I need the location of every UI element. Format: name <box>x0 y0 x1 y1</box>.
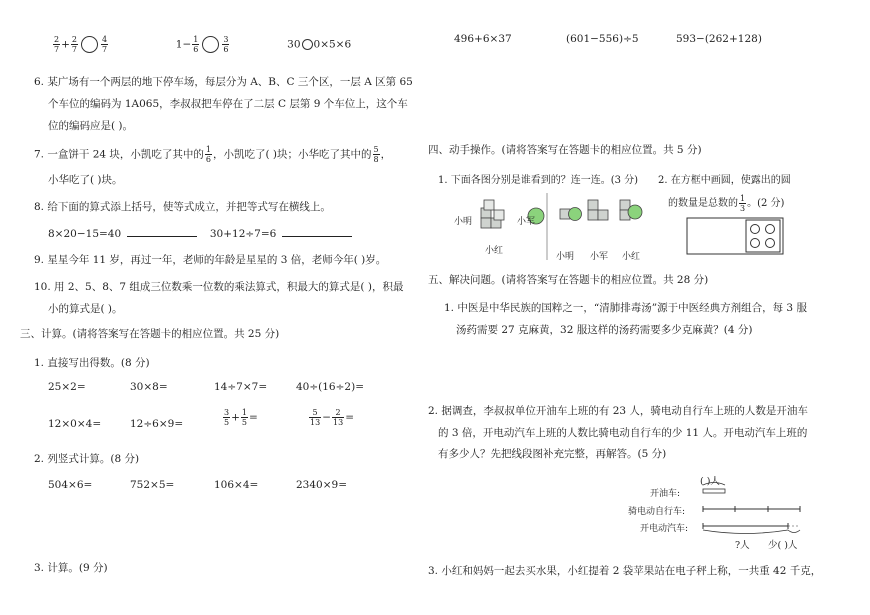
ops-part2-line1: 2. 在方框中画圆，使露出的圆 <box>658 175 791 186</box>
prob1-line1: 1. 中医是中华民族的国粹之一，“清肺排毒汤”源于中医经典方剂组合，每 3 服 <box>444 302 807 314</box>
q6-line1: 6. 某广场有一个两层的地下停车场，每层分为 A、B、C 三个区，一层 A 区第 65 <box>34 76 413 88</box>
answer-label: 小军 <box>590 252 609 262</box>
answer-line[interactable] <box>127 226 197 237</box>
calc-row1-item: 14÷7×7= <box>214 381 268 393</box>
calc-expr: 496+6×37 <box>454 33 512 45</box>
calc-part1-title: 1. 直接写出得数。(8 分) <box>34 357 150 369</box>
cube-view-figure <box>448 188 648 268</box>
calc-row1-item: 25×2= <box>48 381 86 393</box>
calc-expr: 593−(262+128) <box>676 33 762 45</box>
label-xiaojun: 小军 <box>517 217 536 227</box>
answer-label: 小红 <box>622 252 641 262</box>
q6-line2: 个车位的编码为 1A065，李叔叔把车停在了二层 C 层第 9 个车位上，这个车 <box>48 98 408 110</box>
calc-row2-fraction-diff: $\frac{5}{13}$ − $\frac{2}{13}$ = <box>310 408 354 427</box>
calc-row3-item: 504×6= <box>48 479 93 491</box>
q10-line1: 10. 用 2、5、8、7 组成三位数乘一位数的乘法算式，积最大的算式是( )，积最 <box>34 281 404 293</box>
calc-expr: (601−556)÷5 <box>566 33 639 45</box>
prob1-line2: 汤药需要 27 克麻黄，32 服这样的汤药需要多少克麻黄？(4 分) <box>456 324 753 336</box>
circle-box-figure[interactable] <box>686 217 786 257</box>
calc-row2-item: 12÷6×9= <box>130 418 184 430</box>
prob2-line1: 2. 据调查，李叔叔单位开油车上班的有 23 人，骑电动自行车上班的人数是开油车 <box>428 405 808 417</box>
ops-part1-title: 1. 下面各图分别是谁看到的？连一连。(3 分) <box>438 175 639 186</box>
compare-circle[interactable] <box>202 36 219 53</box>
segment-row1-label: 开油车: <box>650 489 681 499</box>
calc-row3-item: 752×5= <box>130 479 175 491</box>
calc-row2-fraction-sum: $\frac{3}{5}$ + $\frac{1}{5}$ = <box>224 408 258 427</box>
segment-diagram[interactable] <box>700 480 810 540</box>
segment-bar <box>703 489 725 493</box>
view-option-3[interactable] <box>620 200 642 220</box>
q10-line2: 小的算式是( )。 <box>48 303 123 315</box>
q9-line1: 9. 星星今年 11 岁，再过一年，老师的年龄是星星的 3 倍，老师今年( )岁。 <box>34 254 387 266</box>
q8-equations: 8×20−15=40 30+12÷7=6 <box>48 226 352 240</box>
calc-row3-item: 2340×9= <box>296 479 347 491</box>
q7-line1: 7. 一盒饼干 24 块，小凯吃了其中的 $\frac{1}{6}$ ，小凯吃了( )块；小华吃了其中的 $\frac{5}{8}$ ， <box>34 145 392 164</box>
label-xiaoming: 小明 <box>454 217 473 227</box>
section-4-title: 四、动手操作。(请将答案写在答题卡的相应位置。共 5 分) <box>428 144 702 156</box>
compare-circle[interactable] <box>81 36 98 53</box>
segment-row2-label: 骑电动自行车: <box>628 507 686 517</box>
label-xiaohong: 小红 <box>485 246 504 256</box>
compare-circle[interactable] <box>302 39 313 50</box>
view-option-2[interactable] <box>588 200 608 220</box>
calc-row3-item: 106×4= <box>214 479 259 491</box>
calc-row1-item: 30×8= <box>130 381 168 393</box>
q5-equations: $\frac{2}{7}$ + $\frac{2}{7}$ $\frac{4}{7}$ 1− $\frac{1}{6}$ $\frac{3}{6}$ 30 0×5×6 <box>54 35 352 54</box>
prob2-line2: 的 3 倍，开电动汽车上班的人数比骑电动自行车的少 11 人。开电动汽车上班的 <box>438 427 808 439</box>
segment-row3-label: 开电动汽车: <box>640 524 689 534</box>
segment-top-label: ( )人 <box>700 476 720 487</box>
calc-row2-item: 12×0×4= <box>48 418 102 430</box>
q6-line3: 位的编码应是( )。 <box>48 120 134 132</box>
section-5-title: 五、解决问题。(请将答案写在答题卡的相应位置。共 28 分) <box>428 274 709 286</box>
q7-line2: 小华吃了( )块。 <box>48 174 123 186</box>
q8-line1: 8. 给下面的算式添上括号，使等式成立，并把等式写在横线上。 <box>34 201 331 213</box>
ops-part2-line2: 的数量是总数的 $\frac{1}{3}$ 。(2 分) <box>668 194 785 213</box>
calc-part3-title: 3. 计算。(9 分) <box>34 562 108 574</box>
prob3-line1: 3. 小红和妈妈一起去买水果，小红提着 2 袋苹果站在电子秤上称，一共重 42 千克， <box>428 565 822 577</box>
answer-line[interactable] <box>282 226 352 237</box>
calc-row1-item: 40÷(16÷2)= <box>296 381 364 393</box>
calc-part2-title: 2. 列竖式计算。(8 分) <box>34 453 140 465</box>
segment-question-label: ?人 <box>735 540 750 551</box>
section-3-title: 三、计算。(请将答案写在答题卡的相应位置。共 25 分) <box>20 328 280 340</box>
segment-less-label: 少( )人 <box>768 540 798 551</box>
view-option-1[interactable] <box>560 208 582 221</box>
cube-stack-3d <box>481 200 504 228</box>
prob2-line3: 有多少人？先把线段图补充完整，再解答。(5 分) <box>438 448 667 460</box>
answer-label: 小明 <box>556 252 575 262</box>
